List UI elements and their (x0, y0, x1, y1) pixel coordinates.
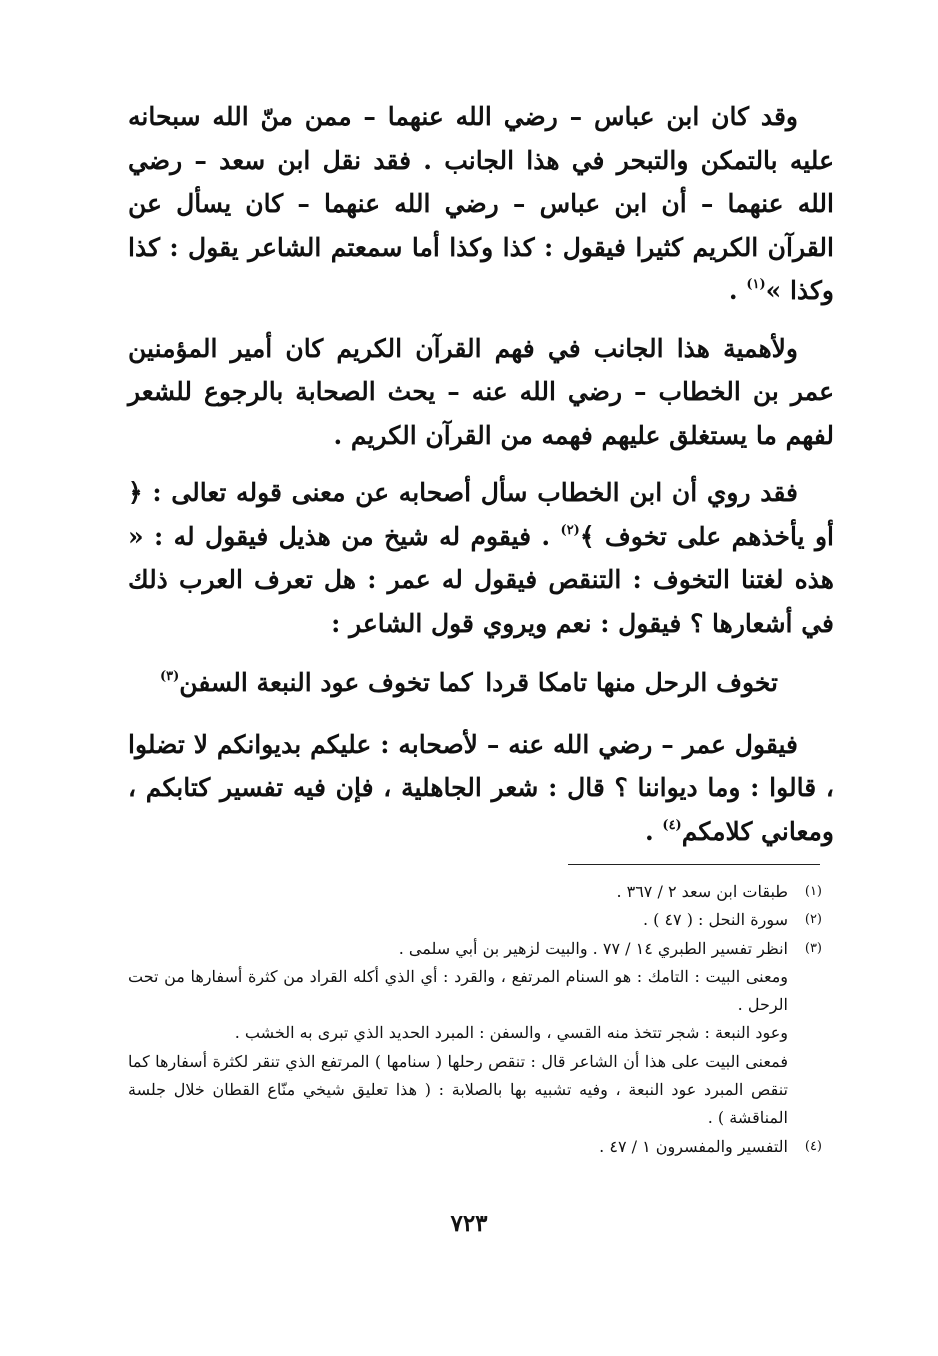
verse-first-hemistich: تخوف الرحل منها تامكا قردا (485, 668, 778, 697)
footnote-3 (128, 935, 822, 963)
footnote-ref-4: (٤) (662, 817, 682, 833)
footnote-2 (128, 906, 822, 934)
paragraph-4 (128, 723, 834, 854)
poetry-verse (128, 661, 834, 705)
footnote-4 (128, 1133, 822, 1161)
footnote-ref-1: (١) (746, 277, 766, 292)
paragraph-4-end: . (644, 816, 663, 846)
footnotes (128, 878, 822, 1161)
footnote-separator (568, 864, 820, 865)
footnote-4-text: التفسير والمفسرون ١ / ٤٧ . (599, 1136, 788, 1156)
paragraph-2 (128, 327, 834, 458)
main-text (128, 95, 834, 867)
footnote-3-meaning: ومعنى البيت : التامك : هو السنام المرتفع ، والقرد : أي الذي أكله القراد من كثرة أسفارها من تحت الرحل . (128, 966, 788, 1015)
paragraph-3-text-a: فقد روي أن ابن الخطاب سأل أصحابه عن معنى قوله تعالى : ﴿ أو يأخذهم على تخوف ﴾ (128, 478, 834, 551)
footnote-ref-2: (٢) (560, 522, 580, 538)
footnote-3-text: انظر تفسير الطبري ١٤ / ٧٧ . والبيت لزهير بن أبي سلمى . (398, 938, 788, 958)
paragraph-3 (128, 471, 834, 645)
verse-second-hemistich (160, 661, 473, 705)
footnote-1-number: (١) (804, 884, 822, 899)
footnote-3-explanation: فمعنى البيت على هذا أن الشاعر قال : تنقص رحلها ( سنامها ) المرتفع الذي تنقر لكثرة أسفارها كما تنقص المبرد عود النبعة ، وفيه تشبيه بها بالصلابة : ( هذا تعليق شيخي منّاع القطان خلال جلسة المناقشة ) . (128, 1051, 788, 1128)
footnote-3-nabaa: وعود النبعة : شجر تتخذ منه القسي ، والسفن : المبرد الحديد الذي تبرى به الخشب . (234, 1023, 788, 1043)
footnote-1-text: طبقات ابن سعد ٢ / ٣٦٧ . (616, 882, 788, 901)
footnote-2-text: سورة النحل : ( ٤٧ ) . (642, 910, 788, 930)
paragraph-1-text: وقد كان ابن عباس – رضي الله عنهما – ممن منّ الله سبحانه عليه بالتمكن والتبحر في هذا الجانب . فقد نقل ابن سعد – رضي الله عنهما – أن ابن عباس – رضي الله عنهما – كان يسأل عن القرآن الكريم كثيرا فيقول : كذا وكذا أما سمعتم الشاعر يقول : كذا وكذا » (128, 102, 834, 305)
verse-second-hemistich-text: كما تخوف عود النبعة السفن (179, 668, 473, 697)
paragraph-2-text: ولأهمية هذا الجانب في فهم القرآن الكريم كان أمير المؤمنين عمر بن الخطاب – رضي الله عنه – يحث الصحابة بالرجوع للشعر لفهم ما يستغلق عليهم فهمه من القرآن الكريم . (128, 333, 834, 450)
footnote-3-number: (٣) (804, 940, 822, 956)
footnote-4-number: (٤) (804, 1138, 822, 1154)
footnote-ref-3: (٣) (160, 669, 180, 684)
footnote-2-number: (٢) (804, 912, 822, 928)
page-number: ٧٢٣ (450, 1210, 488, 1237)
footnote-1 (128, 878, 822, 906)
paragraph-3-text-b: . فيقوم له شيخ من هذيل فيقول له : « هذه لغتنا التخوف : التنقص فيقول له عمر : هل تعرف العرب ذلك في أشعارها ؟ فيقول : نعم ويروي قول الشاعر : (128, 521, 834, 638)
paragraph-1 (128, 95, 834, 313)
paragraph-1-end: . (728, 276, 747, 305)
paragraph-4-text: فيقول عمر – رضي الله عنه – لأصحابه : عليكم بديوانكم لا تضلوا ، قالوا : وما ديواننا ؟ قال : شعر الجاهلية ، فإن فيه تفسير كتابكم ، ومعاني كلامكم (128, 729, 834, 846)
